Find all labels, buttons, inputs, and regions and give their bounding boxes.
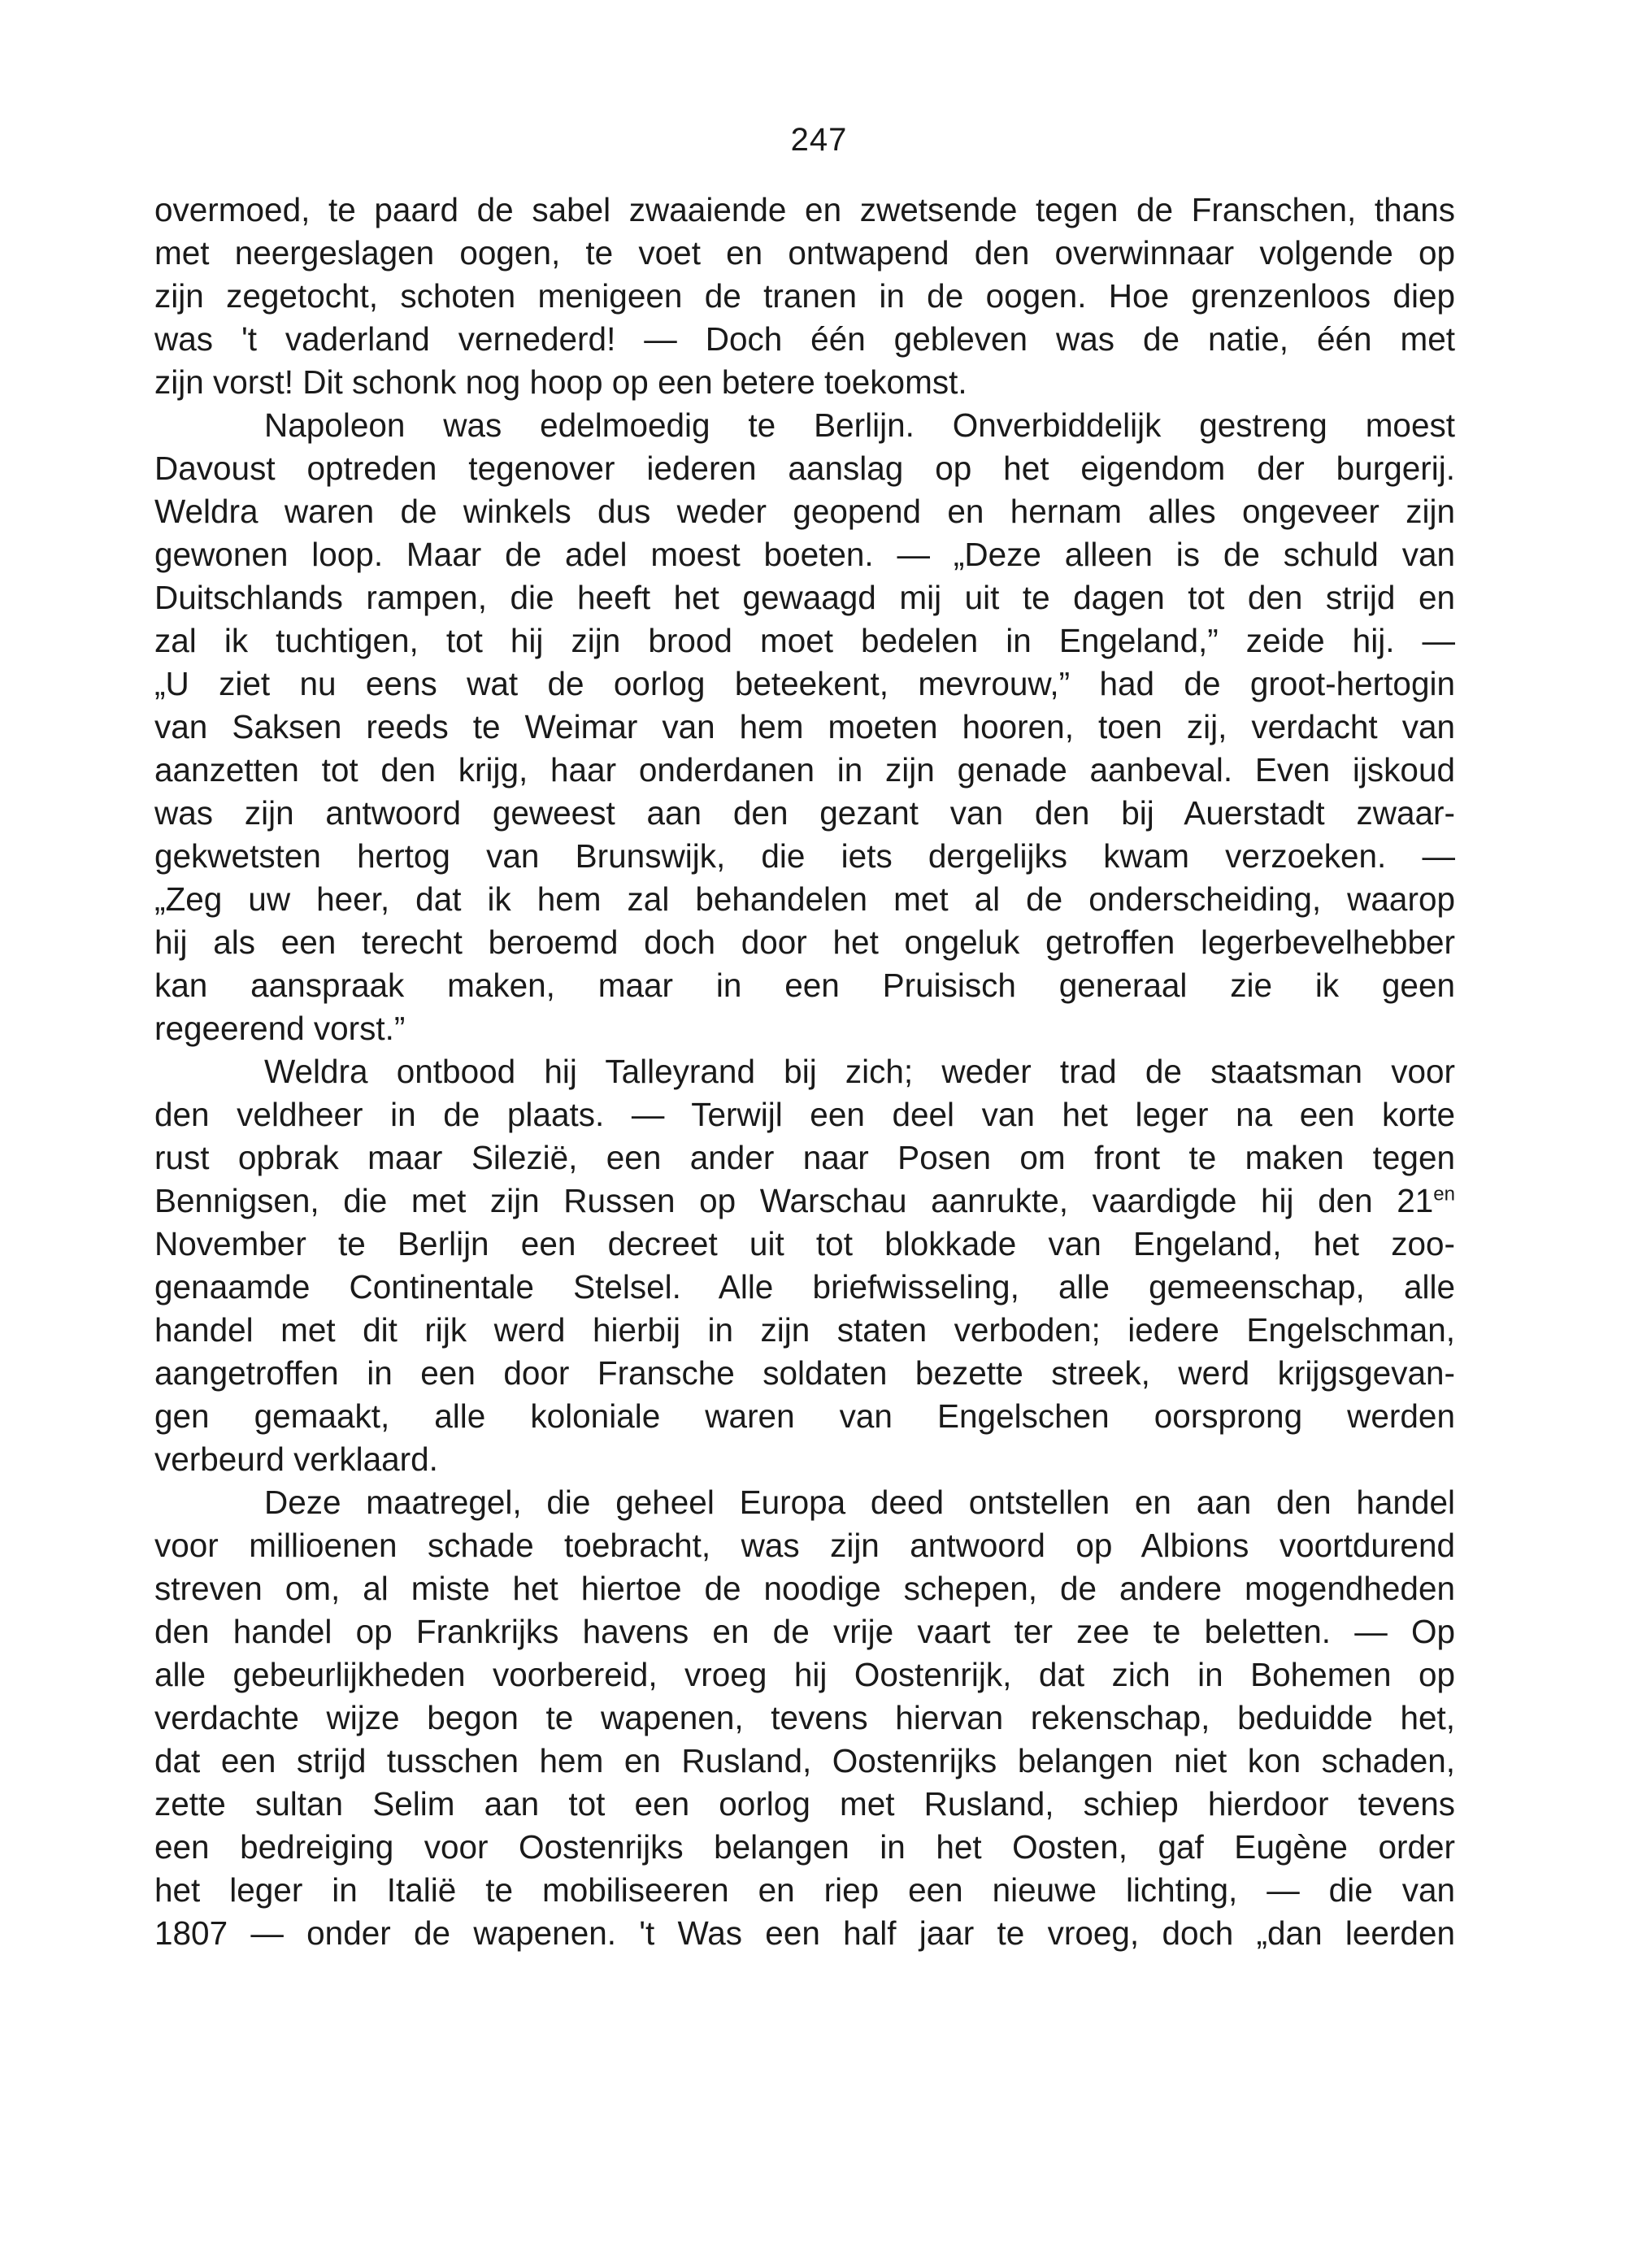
text-line: November te Berlijn een decreet uit tot blokkade van Engeland, het zoo- [154, 1225, 1455, 1262]
text-line: alle gebeurlijkheden voorbereid, vroeg hij Oostenrijk, dat zich in Bohemen op [154, 1656, 1455, 1693]
text-line: zijn vorst! Dit schonk nog hoop op een betere toekomst. [154, 363, 967, 401]
text-line: hij als een terecht beroemd doch door het ongeluk getroffen legerbevelhebber [154, 923, 1455, 961]
body-text [154, 189, 1455, 1955]
text-line: genaamde Continentale Stelsel. Alle briefwisseling, alle gemeenschap, alle [154, 1268, 1455, 1306]
text-line: rust opbrak maar Silezië, een ander naar Posen om front te maken tegen [154, 1139, 1455, 1176]
paragraph-start-line: Napoleon was edelmoedig te Berlijn. Onverbiddelijk gestreng moest [264, 406, 1455, 444]
text-line: „Zeg uw heer, dat ik hem zal behandelen met al de onderscheiding, waarop [154, 880, 1455, 918]
text-line: zette sultan Selim aan tot een oorlog met Rusland, schiep hierdoor tevens [154, 1785, 1455, 1823]
text-line: zal ik tuchtigen, tot hij zijn brood moet bedelen in Engeland,” zeide hij. — [154, 622, 1455, 659]
text-line: het leger in Italië te mobiliseeren en riep een nieuwe lichting, — die van [154, 1871, 1455, 1909]
text-line: gewonen loop. Maar de adel moest boeten. — „Deze alleen is de schuld van [154, 536, 1455, 573]
text-line: zijn zegetocht, schoten menigeen de tranen in de oogen. Hoe grenzenloos diep [154, 277, 1455, 315]
text-line: verbeurd verklaard. [154, 1440, 438, 1478]
text-line: Duitschlands rampen, die heeft het gewaagd mij uit te dagen tot den strijd en [154, 579, 1455, 616]
text-line: een bedreiging voor Oostenrijks belangen in het Oosten, gaf Eugène order [154, 1828, 1455, 1866]
text-line: verdachte wijze begon te wapenen, tevens hiervan rekenschap, beduidde het, [154, 1699, 1455, 1736]
text-line: Davoust optreden tegenover iederen aanslag op het eigendom der burgerij. [154, 450, 1455, 487]
text-line: dat een strijd tusschen hem en Rusland, Oostenrijks belangen niet kon schaden, [154, 1742, 1455, 1779]
paragraph-start-line: Weldra ontbood hij Talleyrand bij zich; weder trad de staatsman voor [264, 1053, 1455, 1090]
paragraph-start-line: Deze maatregel, die geheel Europa deed ontstellen en aan den handel [264, 1484, 1455, 1521]
text-line: aangetroffen in een door Fransche soldaten bezette streek, werd krijgsgevan- [154, 1354, 1455, 1392]
text-line: den veldheer in de plaats. — Terwijl een deel van het leger na een korte [154, 1096, 1455, 1133]
text-line-with-superscript [154, 1180, 1455, 1223]
text-line: met neergeslagen oogen, te voet en ontwapend den overwinnaar volgende op [154, 234, 1455, 272]
text-line: van Saksen reeds te Weimar van hem moeten hooren, toen zij, verdacht van [154, 708, 1455, 745]
text-line: gekwetsten hertog van Brunswijk, die iets dergelijks kwam verzoeken. — [154, 837, 1455, 875]
text-line: „U ziet nu eens wat de oorlog beteekent, mevrouw,” had de groot-hertogin [154, 665, 1455, 702]
page-number: 247 [790, 122, 848, 158]
text-line: 1807 — onder de wapenen. 't Was een half jaar te vroeg, doch „dan leerden [154, 1914, 1455, 1952]
text-line: Weldra waren de winkels dus weder geopend en hernam alles ongeveer zijn [154, 493, 1455, 530]
text-line: handel met dit rijk werd hierbij in zijn staten verboden; iedere Engelschman, [154, 1311, 1455, 1349]
text-line: kan aanspraak maken, maar in een Pruisisch generaal zie ik geen [154, 967, 1455, 1004]
text-line: gen gemaakt, alle koloniale waren van Engelschen oorsprong werden [154, 1397, 1455, 1435]
text-line: den handel op Frankrijks havens en de vrije vaart ter zee te beletten. — Op [154, 1613, 1455, 1650]
text-line: streven om, al miste het hiertoe de noodige schepen, de andere mogendheden [154, 1570, 1455, 1607]
text-line: was zijn antwoord geweest aan den gezant van den bij Auerstadt zwaar- [154, 794, 1455, 832]
text-line: regeerend vorst.” [154, 1010, 406, 1047]
text-line: aanzetten tot den krijg, haar onderdanen in zijn genade aanbeval. Even ijskoud [154, 751, 1455, 789]
text-line: was 't vaderland vernederd! — Doch één gebleven was de natie, één met [154, 320, 1455, 358]
text-line-main: Bennigsen, die met zijn Russen op Warschau aanrukte, vaardigde hij den 21 [154, 1182, 1434, 1219]
text-line: overmoed, te paard de sabel zwaaiende en zwetsende tegen de Franschen, thans [154, 191, 1455, 228]
superscript-en: en [1433, 1183, 1455, 1206]
text-line: voor millioenen schade toebracht, was zijn antwoord op Albions voortdurend [154, 1527, 1455, 1564]
